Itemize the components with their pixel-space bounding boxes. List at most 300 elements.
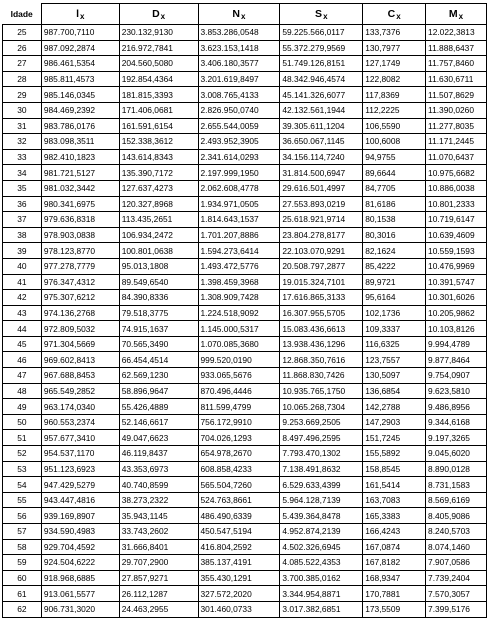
cell-sx: 4.502.326,6945 bbox=[280, 539, 363, 555]
table-row bbox=[3, 508, 487, 524]
table-row bbox=[3, 352, 487, 368]
cell-cx: 94,9755 bbox=[363, 149, 426, 165]
table-row bbox=[3, 134, 487, 150]
table-row bbox=[3, 212, 487, 228]
cell-mx: 9.754,0907 bbox=[426, 368, 487, 384]
cell-cx: 130,5097 bbox=[363, 368, 426, 384]
cell-nx: 1.070.085,3680 bbox=[198, 336, 280, 352]
cell-dx: 135.390,7172 bbox=[119, 165, 198, 181]
cell-mx: 11.507,8629 bbox=[426, 87, 487, 103]
table-row bbox=[3, 555, 487, 571]
cell-mx: 10.719,6147 bbox=[426, 212, 487, 228]
table-row bbox=[3, 601, 487, 617]
cell-idade: 34 bbox=[3, 165, 42, 181]
cell-dx: 89.549,6540 bbox=[119, 274, 198, 290]
cell-sx: 45.141.326,6077 bbox=[280, 87, 363, 103]
cell-dx: 26.112,1287 bbox=[119, 586, 198, 602]
table-row bbox=[3, 102, 487, 118]
header-sx-symbol: S bbox=[315, 7, 323, 20]
cell-idade: 32 bbox=[3, 134, 42, 150]
cell-idade: 43 bbox=[3, 305, 42, 321]
cell-dx: 24.463,2955 bbox=[119, 601, 198, 617]
cell-sx: 3.017.382,6851 bbox=[280, 601, 363, 617]
cell-idade: 36 bbox=[3, 196, 42, 212]
cell-nx: 1.934.971,0505 bbox=[198, 196, 280, 212]
cell-mx: 7.739,2404 bbox=[426, 570, 487, 586]
actuarial-table bbox=[2, 3, 487, 618]
cell-dx: 204.560,5080 bbox=[119, 56, 198, 72]
table-row bbox=[3, 196, 487, 212]
table-row bbox=[3, 25, 487, 41]
cell-idade: 45 bbox=[3, 336, 42, 352]
cell-idade: 62 bbox=[3, 601, 42, 617]
cell-dx: 43.353,6973 bbox=[119, 461, 198, 477]
cell-idade: 48 bbox=[3, 383, 42, 399]
table-row bbox=[3, 40, 487, 56]
cell-dx: 161.591,6154 bbox=[119, 118, 198, 134]
table-body bbox=[3, 25, 487, 618]
cell-idade: 40 bbox=[3, 258, 42, 274]
cell-mx: 8.074,1460 bbox=[426, 539, 487, 555]
cell-lx: 976.347,4312 bbox=[41, 274, 119, 290]
cell-mx: 9.045,6020 bbox=[426, 446, 487, 462]
cell-nx: 2.493.952,3905 bbox=[198, 134, 280, 150]
table-row bbox=[3, 586, 487, 602]
cell-lx: 934.590,4983 bbox=[41, 524, 119, 540]
cell-nx: 355.430,1291 bbox=[198, 570, 280, 586]
cell-sx: 11.868.830,7426 bbox=[280, 368, 363, 384]
cell-dx: 120.327,8968 bbox=[119, 196, 198, 212]
cell-sx: 9.253.669,2505 bbox=[280, 414, 363, 430]
cell-dx: 70.565,3490 bbox=[119, 336, 198, 352]
header-sx-subscript: x bbox=[323, 11, 328, 21]
table-row bbox=[3, 477, 487, 493]
cell-idade: 44 bbox=[3, 321, 42, 337]
cell-idade: 56 bbox=[3, 508, 42, 524]
cell-mx: 7.399,5176 bbox=[426, 601, 487, 617]
cell-mx: 10.639,4609 bbox=[426, 227, 487, 243]
cell-sx: 5.439.364,8478 bbox=[280, 508, 363, 524]
cell-idade: 53 bbox=[3, 461, 42, 477]
cell-sx: 29.616.501,4997 bbox=[280, 180, 363, 196]
cell-cx: 106,5590 bbox=[363, 118, 426, 134]
cell-mx: 11.277,8035 bbox=[426, 118, 487, 134]
cell-sx: 25.618.921,9714 bbox=[280, 212, 363, 228]
cell-sx: 23.804.278,8177 bbox=[280, 227, 363, 243]
cell-idade: 58 bbox=[3, 539, 42, 555]
cell-nx: 1.493.472,5776 bbox=[198, 258, 280, 274]
cell-mx: 8.890,0128 bbox=[426, 461, 487, 477]
table-row bbox=[3, 71, 487, 87]
cell-dx: 74.915,1637 bbox=[119, 321, 198, 337]
cell-dx: 40.740,8599 bbox=[119, 477, 198, 493]
cell-mx: 11.630,6711 bbox=[426, 71, 487, 87]
cell-nx: 2.341.614,0293 bbox=[198, 149, 280, 165]
table-row bbox=[3, 539, 487, 555]
cell-lx: 965.549,2852 bbox=[41, 383, 119, 399]
header-lx bbox=[41, 4, 119, 25]
cell-sx: 7.793.470,1302 bbox=[280, 446, 363, 462]
cell-idade: 28 bbox=[3, 71, 42, 87]
cell-idade: 50 bbox=[3, 414, 42, 430]
cell-cx: 112,2225 bbox=[363, 102, 426, 118]
cell-cx: 102,1736 bbox=[363, 305, 426, 321]
cell-cx: 82,1624 bbox=[363, 243, 426, 259]
header-mx-subscript: x bbox=[458, 11, 464, 21]
cell-cx: 80,3016 bbox=[363, 227, 426, 243]
cell-sx: 16.307.955,5705 bbox=[280, 305, 363, 321]
cell-dx: 55.426,4889 bbox=[119, 399, 198, 415]
cell-sx: 8.497.496,2595 bbox=[280, 430, 363, 446]
cell-sx: 42.132.561,1944 bbox=[280, 102, 363, 118]
cell-mx: 8.731,1583 bbox=[426, 477, 487, 493]
cell-mx: 10.391,5747 bbox=[426, 274, 487, 290]
cell-idade: 31 bbox=[3, 118, 42, 134]
cell-lx: 987.700,7110 bbox=[41, 25, 119, 41]
cell-cx: 167,0874 bbox=[363, 539, 426, 555]
cell-cx: 89,6644 bbox=[363, 165, 426, 181]
cell-cx: 147,2903 bbox=[363, 414, 426, 430]
header-idade bbox=[3, 4, 42, 25]
cell-nx: 608.858,4233 bbox=[198, 461, 280, 477]
cell-idade: 60 bbox=[3, 570, 42, 586]
cell-mx: 7.570,3057 bbox=[426, 586, 487, 602]
cell-nx: 486.490,6339 bbox=[198, 508, 280, 524]
table-row bbox=[3, 492, 487, 508]
cell-lx: 981.721,5127 bbox=[41, 165, 119, 181]
cell-cx: 122,8082 bbox=[363, 71, 426, 87]
cell-lx: 985.146,0345 bbox=[41, 87, 119, 103]
cell-mx: 9.877,8464 bbox=[426, 352, 487, 368]
table-row bbox=[3, 414, 487, 430]
header-dx-subscript: x bbox=[160, 11, 166, 21]
cell-idade: 49 bbox=[3, 399, 42, 415]
cell-cx: 84,7705 bbox=[363, 180, 426, 196]
cell-dx: 106.934,2472 bbox=[119, 227, 198, 243]
table-row bbox=[3, 570, 487, 586]
cell-nx: 654.978,2670 bbox=[198, 446, 280, 462]
table-row bbox=[3, 430, 487, 446]
cell-cx: 161,5414 bbox=[363, 477, 426, 493]
header-cx-symbol: C bbox=[387, 7, 396, 20]
cell-nx: 1.398.459,3968 bbox=[198, 274, 280, 290]
cell-sx: 10.935.765,1750 bbox=[280, 383, 363, 399]
cell-cx: 133,7376 bbox=[363, 25, 426, 41]
cell-dx: 52.146,6617 bbox=[119, 414, 198, 430]
cell-nx: 3.406.180,3577 bbox=[198, 56, 280, 72]
cell-cx: 168,9347 bbox=[363, 570, 426, 586]
cell-mx: 10.476,9969 bbox=[426, 258, 487, 274]
cell-dx: 95.013,1808 bbox=[119, 258, 198, 274]
cell-sx: 7.138.491,8632 bbox=[280, 461, 363, 477]
table-row bbox=[3, 258, 487, 274]
actuarial-table-container bbox=[2, 3, 487, 618]
table-row bbox=[3, 87, 487, 103]
table-row bbox=[3, 305, 487, 321]
cell-mx: 10.559,1593 bbox=[426, 243, 487, 259]
cell-idade: 29 bbox=[3, 87, 42, 103]
table-row bbox=[3, 321, 487, 337]
cell-idade: 27 bbox=[3, 56, 42, 72]
table-row bbox=[3, 149, 487, 165]
cell-lx: 985.811,4573 bbox=[41, 71, 119, 87]
cell-sx: 51.749.126,8151 bbox=[280, 56, 363, 72]
header-lx-symbol: l bbox=[76, 7, 79, 20]
cell-lx: 939.169,8907 bbox=[41, 508, 119, 524]
cell-dx: 58.896,9647 bbox=[119, 383, 198, 399]
cell-lx: 978.123,8770 bbox=[41, 243, 119, 259]
header-cx-subscript: x bbox=[396, 11, 401, 21]
cell-sx: 39.305.611,1204 bbox=[280, 118, 363, 134]
cell-nx: 3.623.153,1418 bbox=[198, 40, 280, 56]
header-nx-symbol: N bbox=[232, 7, 240, 20]
header-nx bbox=[198, 4, 280, 25]
cell-sx: 17.616.865,3133 bbox=[280, 290, 363, 306]
cell-mx: 10.205,9862 bbox=[426, 305, 487, 321]
cell-nx: 811.599,4799 bbox=[198, 399, 280, 415]
table-row bbox=[3, 56, 487, 72]
cell-lx: 971.304,5669 bbox=[41, 336, 119, 352]
table-row bbox=[3, 461, 487, 477]
cell-mx: 11.888,6437 bbox=[426, 40, 487, 56]
cell-lx: 983.098,3511 bbox=[41, 134, 119, 150]
cell-mx: 8.405,9086 bbox=[426, 508, 487, 524]
cell-cx: 85,4222 bbox=[363, 258, 426, 274]
cell-nx: 2.826.950,0740 bbox=[198, 102, 280, 118]
cell-dx: 35.943,1145 bbox=[119, 508, 198, 524]
cell-cx: 130,7977 bbox=[363, 40, 426, 56]
cell-lx: 947.429,5279 bbox=[41, 477, 119, 493]
cell-mx: 10.975,6682 bbox=[426, 165, 487, 181]
cell-idade: 41 bbox=[3, 274, 42, 290]
cell-cx: 170,7881 bbox=[363, 586, 426, 602]
table-row bbox=[3, 290, 487, 306]
cell-idade: 37 bbox=[3, 212, 42, 228]
cell-lx: 963.174,0340 bbox=[41, 399, 119, 415]
cell-lx: 906.731,3020 bbox=[41, 601, 119, 617]
cell-mx: 8.569,6169 bbox=[426, 492, 487, 508]
cell-cx: 158,8545 bbox=[363, 461, 426, 477]
cell-nx: 450.547,5194 bbox=[198, 524, 280, 540]
cell-idade: 33 bbox=[3, 149, 42, 165]
cell-cx: 151,7245 bbox=[363, 430, 426, 446]
cell-nx: 524.763,8661 bbox=[198, 492, 280, 508]
cell-sx: 10.065.268,7304 bbox=[280, 399, 363, 415]
cell-idade: 59 bbox=[3, 555, 42, 571]
cell-sx: 19.015.324,7101 bbox=[280, 274, 363, 290]
cell-lx: 951.123,6923 bbox=[41, 461, 119, 477]
cell-dx: 79.518,3775 bbox=[119, 305, 198, 321]
cell-mx: 9.994,4789 bbox=[426, 336, 487, 352]
cell-lx: 975.307,6212 bbox=[41, 290, 119, 306]
cell-lx: 983.786,0176 bbox=[41, 118, 119, 134]
cell-nx: 2.062.608,4778 bbox=[198, 180, 280, 196]
cell-idade: 26 bbox=[3, 40, 42, 56]
cell-lx: 924.504,6222 bbox=[41, 555, 119, 571]
cell-sx: 4.952.874,2139 bbox=[280, 524, 363, 540]
cell-cx: 81,6186 bbox=[363, 196, 426, 212]
cell-nx: 1.145.000,5317 bbox=[198, 321, 280, 337]
header-row bbox=[3, 4, 487, 25]
cell-sx: 6.529.633,4399 bbox=[280, 477, 363, 493]
cell-mx: 10.886,0038 bbox=[426, 180, 487, 196]
cell-dx: 31.666,8401 bbox=[119, 539, 198, 555]
cell-nx: 3.853.286,0548 bbox=[198, 25, 280, 41]
cell-idade: 55 bbox=[3, 492, 42, 508]
cell-nx: 327.572,2020 bbox=[198, 586, 280, 602]
cell-nx: 1.224.518,9092 bbox=[198, 305, 280, 321]
cell-lx: 978.903,0838 bbox=[41, 227, 119, 243]
cell-mx: 10.103,8126 bbox=[426, 321, 487, 337]
cell-cx: 142,2788 bbox=[363, 399, 426, 415]
cell-lx: 974.136,2768 bbox=[41, 305, 119, 321]
table-row bbox=[3, 165, 487, 181]
header-nx-subscript: x bbox=[240, 11, 246, 21]
header-dx-symbol: D bbox=[152, 7, 160, 20]
cell-mx: 11.070,6437 bbox=[426, 149, 487, 165]
cell-nx: 1.308.909,7428 bbox=[198, 290, 280, 306]
cell-nx: 756.172,9910 bbox=[198, 414, 280, 430]
cell-dx: 84.390,8336 bbox=[119, 290, 198, 306]
cell-dx: 29.707,2900 bbox=[119, 555, 198, 571]
cell-lx: 981.032,3442 bbox=[41, 180, 119, 196]
cell-lx: 986.461,5354 bbox=[41, 56, 119, 72]
cell-mx: 11.390,0260 bbox=[426, 102, 487, 118]
cell-dx: 46.119,8437 bbox=[119, 446, 198, 462]
cell-cx: 173,5509 bbox=[363, 601, 426, 617]
table-row bbox=[3, 368, 487, 384]
cell-sx: 3.344.954,8871 bbox=[280, 586, 363, 602]
cell-lx: 943.447,4816 bbox=[41, 492, 119, 508]
cell-sx: 3.700.385,0162 bbox=[280, 570, 363, 586]
cell-lx: 967.688,8453 bbox=[41, 368, 119, 384]
cell-cx: 109,3337 bbox=[363, 321, 426, 337]
cell-idade: 57 bbox=[3, 524, 42, 540]
cell-mx: 9.623,5810 bbox=[426, 383, 487, 399]
cell-cx: 165,3383 bbox=[363, 508, 426, 524]
cell-cx: 136,6854 bbox=[363, 383, 426, 399]
header-cx bbox=[363, 4, 426, 25]
cell-dx: 127.637,4273 bbox=[119, 180, 198, 196]
table-row bbox=[3, 383, 487, 399]
cell-idade: 38 bbox=[3, 227, 42, 243]
cell-dx: 230.132,9130 bbox=[119, 25, 198, 41]
table-row bbox=[3, 243, 487, 259]
cell-nx: 2.197.999,1950 bbox=[198, 165, 280, 181]
cell-nx: 416.804,2592 bbox=[198, 539, 280, 555]
cell-cx: 155,5892 bbox=[363, 446, 426, 462]
cell-nx: 385.137,4191 bbox=[198, 555, 280, 571]
cell-dx: 171.406,0681 bbox=[119, 102, 198, 118]
cell-cx: 89,9721 bbox=[363, 274, 426, 290]
cell-nx: 870.496,4446 bbox=[198, 383, 280, 399]
cell-idade: 35 bbox=[3, 180, 42, 196]
cell-lx: 987.092,2874 bbox=[41, 40, 119, 56]
table-row bbox=[3, 118, 487, 134]
cell-lx: 918.968,6885 bbox=[41, 570, 119, 586]
cell-idade: 47 bbox=[3, 368, 42, 384]
cell-sx: 34.156.114,7240 bbox=[280, 149, 363, 165]
cell-sx: 5.964.128,7139 bbox=[280, 492, 363, 508]
header-lx-subscript: x bbox=[80, 11, 85, 21]
cell-lx: 960.553,2374 bbox=[41, 414, 119, 430]
cell-lx: 984.469,2392 bbox=[41, 102, 119, 118]
cell-nx: 1.814.643,1537 bbox=[198, 212, 280, 228]
cell-sx: 55.372.279,9569 bbox=[280, 40, 363, 56]
cell-idade: 30 bbox=[3, 102, 42, 118]
table-row bbox=[3, 180, 487, 196]
cell-nx: 704.026,1293 bbox=[198, 430, 280, 446]
cell-nx: 999.520,0190 bbox=[198, 352, 280, 368]
cell-idade: 61 bbox=[3, 586, 42, 602]
cell-lx: 954.537,1170 bbox=[41, 446, 119, 462]
cell-mx: 12.022,3813 bbox=[426, 25, 487, 41]
cell-nx: 933.065,5676 bbox=[198, 368, 280, 384]
cell-cx: 166,4243 bbox=[363, 524, 426, 540]
cell-dx: 49.047,6623 bbox=[119, 430, 198, 446]
cell-cx: 100,6008 bbox=[363, 134, 426, 150]
cell-cx: 167,8182 bbox=[363, 555, 426, 571]
cell-lx: 913.061,5577 bbox=[41, 586, 119, 602]
header-mx-symbol: M bbox=[448, 7, 458, 20]
cell-mx: 9.197,3265 bbox=[426, 430, 487, 446]
table-header bbox=[3, 4, 487, 25]
cell-cx: 116,6325 bbox=[363, 336, 426, 352]
cell-idade: 52 bbox=[3, 446, 42, 462]
cell-dx: 100.801,0638 bbox=[119, 243, 198, 259]
header-idade-label: Idade bbox=[10, 8, 33, 19]
cell-nx: 3.201.619,8497 bbox=[198, 71, 280, 87]
cell-idade: 25 bbox=[3, 25, 42, 41]
table-row bbox=[3, 446, 487, 462]
cell-sx: 20.508.797,2877 bbox=[280, 258, 363, 274]
cell-idade: 54 bbox=[3, 477, 42, 493]
header-dx bbox=[119, 4, 198, 25]
cell-lx: 929.704,4592 bbox=[41, 539, 119, 555]
table-row bbox=[3, 524, 487, 540]
cell-sx: 15.083.436,6613 bbox=[280, 321, 363, 337]
cell-sx: 22.103.070,9291 bbox=[280, 243, 363, 259]
cell-cx: 163,7083 bbox=[363, 492, 426, 508]
cell-mx: 7.907,0586 bbox=[426, 555, 487, 571]
cell-lx: 980.341,6975 bbox=[41, 196, 119, 212]
cell-sx: 59.225.566,0117 bbox=[280, 25, 363, 41]
table-row bbox=[3, 336, 487, 352]
cell-cx: 123,7557 bbox=[363, 352, 426, 368]
cell-dx: 66.454,4514 bbox=[119, 352, 198, 368]
cell-dx: 143.614,8343 bbox=[119, 149, 198, 165]
cell-lx: 982.410,1823 bbox=[41, 149, 119, 165]
cell-dx: 192.854,4364 bbox=[119, 71, 198, 87]
cell-nx: 1.701.207,8886 bbox=[198, 227, 280, 243]
table-row bbox=[3, 399, 487, 415]
header-mx bbox=[426, 4, 487, 25]
cell-cx: 80,1538 bbox=[363, 212, 426, 228]
cell-sx: 27.553.893,0219 bbox=[280, 196, 363, 212]
cell-nx: 2.655.544,0059 bbox=[198, 118, 280, 134]
cell-cx: 95,6164 bbox=[363, 290, 426, 306]
cell-dx: 38.273,2322 bbox=[119, 492, 198, 508]
cell-dx: 27.857,9271 bbox=[119, 570, 198, 586]
cell-mx: 10.801,2333 bbox=[426, 196, 487, 212]
cell-nx: 565.504,7260 bbox=[198, 477, 280, 493]
cell-mx: 11.757,8460 bbox=[426, 56, 487, 72]
cell-dx: 113.435,2651 bbox=[119, 212, 198, 228]
cell-dx: 62.569,1230 bbox=[119, 368, 198, 384]
cell-cx: 127,1749 bbox=[363, 56, 426, 72]
cell-mx: 9.486,8956 bbox=[426, 399, 487, 415]
cell-nx: 301.460,0733 bbox=[198, 601, 280, 617]
